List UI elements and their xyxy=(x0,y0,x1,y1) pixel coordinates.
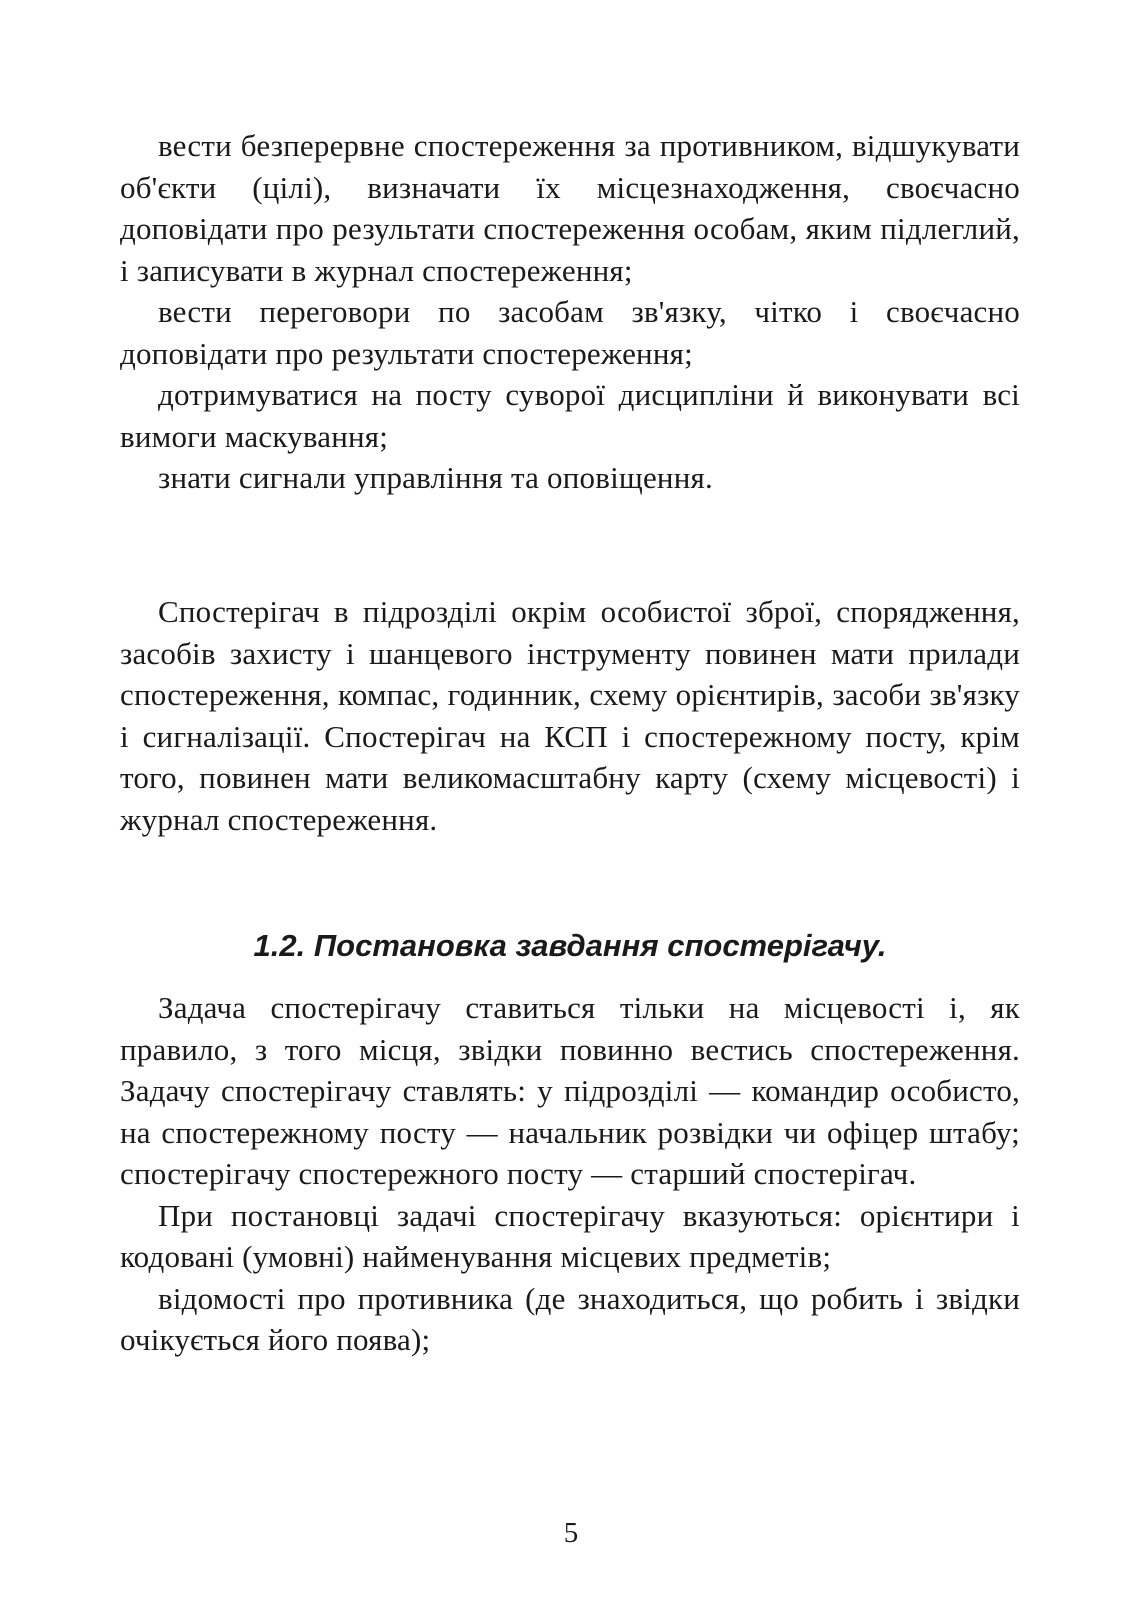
task-paragraph-location: Задача спостерігачу ставиться тільки на місцевості і, як правило, з того місця, звідки повинно вестись спостереження. Задачу спостерігачу ставлять: у підрозділі — командир особисто, на спостережному посту — начальник розвідки чи офіцер штабу; спостерігачу спостережного посту — старший спостерігач. xyxy=(120,990,1020,1191)
task-paragraph-enemy-info: відомості про противника (де знаходиться, що робить і звідки очікується його поява); xyxy=(120,1280,1020,1357)
duty-paragraph-observe: вести безперервне спостереження за противником, відшукувати об'єкти (цілі), визначати їх місцезнаходження, своєчасно доповідати про результати спостереження особам, яким підлеглий, і записувати в журнал спостереження; xyxy=(120,128,1020,288)
duty-paragraph-communicate: вести переговори по засобам зв'язку, чітко і своєчасно доповідати про результати спостереження; xyxy=(120,294,1020,371)
duty-paragraph-discipline: дотримуватися на посту суворої дисципліни й виконувати всі вимоги маскування; xyxy=(120,377,1020,454)
task-paragraph-landmarks: При постановці задачі спостерігачу вказуються: орієнтири і кодовані (умовні) найменування місцевих предметів; xyxy=(120,1197,1020,1274)
section-heading: 1.2. Постановка завдання спостерігачу. xyxy=(253,928,887,963)
observer-equipment-section xyxy=(120,591,1020,840)
observer-duties-section xyxy=(120,125,1020,499)
equipment-paragraph: Спостерігач в підрозділі окрім особистої зброї, спорядження, засобів захисту і шанцевого інструменту повинен мати прилади спостереження, компас, годинник, схему орієнтирів, засоби зв'язку і сигналізації. Спостерігач на КСП і спостережному посту, крім того, повинен мати великомасштабну карту (схему місцевості) і журнал спостереження. xyxy=(120,594,1020,837)
page-number: 5 xyxy=(563,1517,579,1549)
task-assignment-section xyxy=(120,987,1020,1361)
duty-paragraph-signals: знати сигнали управління та оповіщення. xyxy=(158,460,713,495)
